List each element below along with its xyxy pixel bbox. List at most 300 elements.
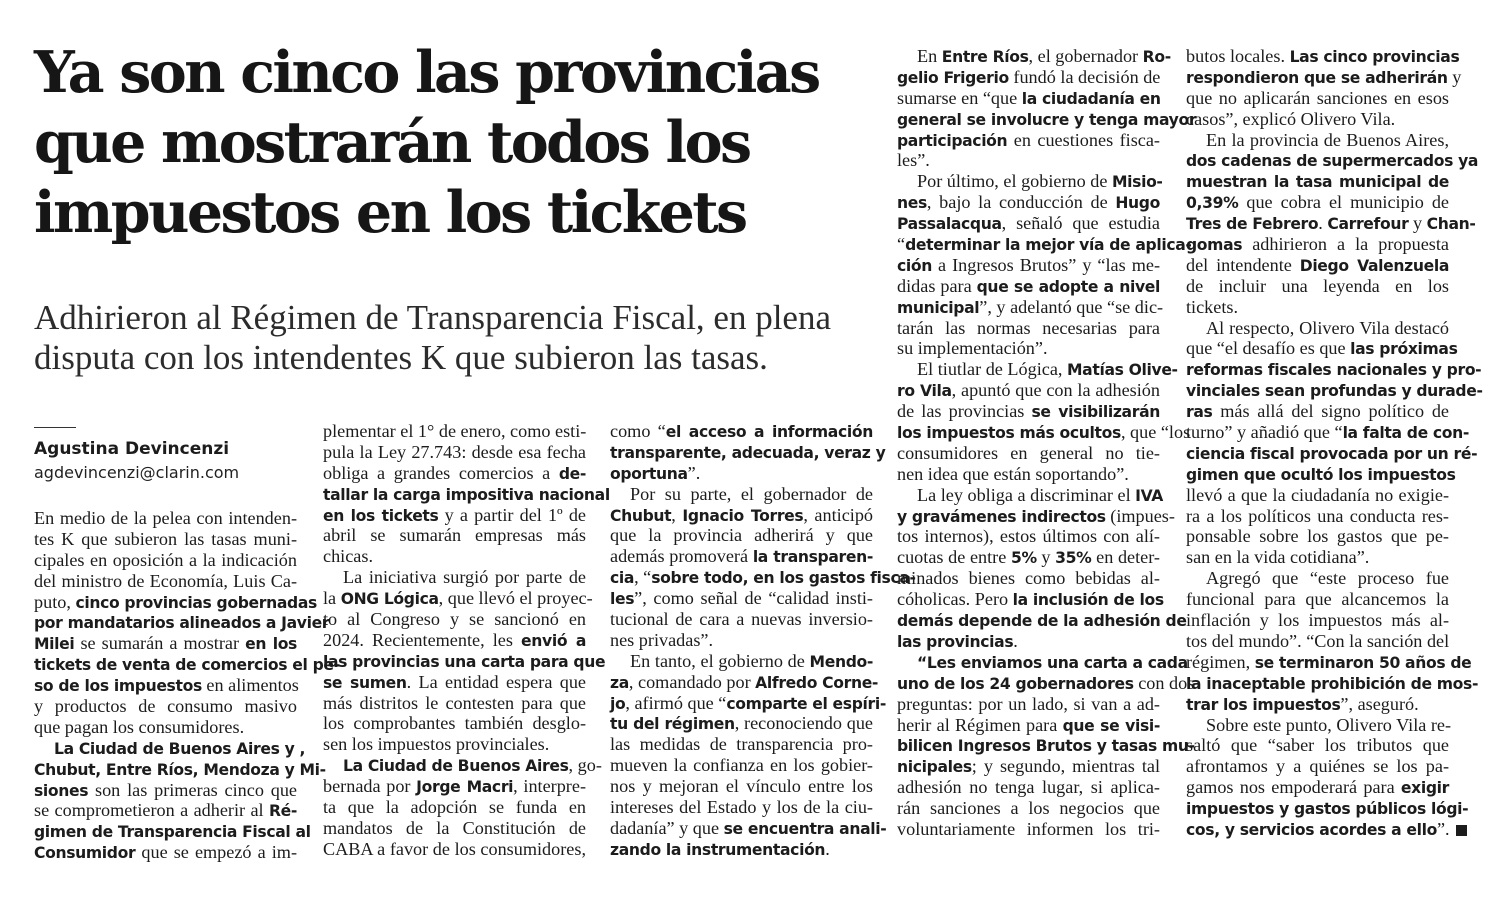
article-text-line	[323, 505, 586, 526]
text-run: que la provincia adherirá y que	[610, 525, 873, 546]
bold-text: transparente, adecuada, veraz y	[610, 443, 886, 462]
article-text-line	[897, 756, 1160, 777]
text-run: , reconociendo que	[734, 713, 873, 734]
text-run: , el gobernador	[1028, 46, 1143, 66]
bold-text: ONG Lógica	[340, 590, 439, 609]
text-run: a Ingresos Brutos” y “las me-	[932, 254, 1160, 275]
text-run: saltó que “saber los tributos que	[1186, 735, 1449, 756]
article-column-1	[34, 508, 340, 863]
text-run: consumidores en general no tie-	[897, 442, 1160, 463]
text-run: sumarse en “que	[897, 87, 1022, 108]
text-run: casos”, explicó Olivero Vila.	[1186, 108, 1396, 129]
text-run: , afirmó que “	[625, 692, 727, 713]
bold-text: tickets de venta de comercios el pe-	[34, 656, 340, 675]
article-text-line	[897, 359, 1178, 380]
byline-rule	[34, 427, 76, 428]
article-text-line	[1186, 526, 1449, 547]
text-run: que se empezó a im-	[135, 842, 297, 863]
text-run: Por su parte, el gobernador de	[630, 483, 873, 504]
text-run: que no aplicarán sanciones en esos	[1186, 87, 1449, 108]
article-text-line	[897, 109, 1197, 130]
article-text-line	[610, 609, 873, 630]
article-text-line	[1186, 276, 1449, 297]
bold-text: oportuna	[610, 464, 688, 483]
text-run: didas para	[897, 275, 977, 296]
text-run: , bajo la conducción de	[926, 192, 1116, 213]
headline-line: que mostrarán todos los	[34, 109, 750, 176]
article-text-line	[897, 46, 1171, 67]
article-text-line	[323, 546, 586, 567]
bold-text: tallar la carga impositiva nacional	[323, 485, 610, 504]
article-text-line	[34, 508, 297, 529]
bold-text: que se adopte a nivel	[976, 277, 1161, 296]
text-run: les”.	[897, 150, 930, 171]
article-text-line	[323, 818, 586, 839]
bold-text: Milei	[34, 635, 75, 654]
article-text-line	[897, 276, 1160, 297]
bold-text: za	[610, 673, 629, 692]
bold-text: los impuestos más ocultos	[897, 424, 1121, 443]
bold-text: 5%	[1010, 549, 1037, 568]
text-run: su implementación”.	[897, 338, 1048, 359]
text-run: En	[917, 46, 942, 66]
bold-text: Chubut	[610, 506, 672, 525]
bold-text: vinciales sean profundas y durade-	[1186, 382, 1483, 401]
article-text-line	[1186, 297, 1449, 318]
bold-text: ciencia fiscal provocada por un ré-	[1186, 444, 1478, 463]
article-text-line	[897, 130, 1160, 151]
article-text-line	[897, 464, 1160, 485]
text-run: adhesión no tenga lugar, si aplica-	[897, 777, 1160, 798]
text-run: los comprobantes también desglo-	[323, 713, 586, 734]
text-run: preguntas: por un lado, si van a ad-	[897, 693, 1160, 714]
text-run: .	[825, 838, 830, 859]
article-text-line	[1186, 150, 1479, 171]
article-text-line	[1186, 109, 1449, 130]
bold-text: la falta de con-	[1342, 424, 1470, 443]
article-text-line	[610, 797, 873, 818]
bold-text: Matías Olive-	[1067, 361, 1178, 380]
article-text-line	[1186, 422, 1470, 443]
article-text-line	[897, 234, 1192, 255]
article-text-line	[897, 505, 1175, 527]
article-text-line	[1186, 46, 1460, 67]
text-run: con dos	[1133, 672, 1195, 693]
text-run: puto,	[34, 591, 76, 612]
article-text-line	[34, 842, 297, 863]
article-text-line	[34, 612, 330, 633]
bold-text: Tres de Febrero	[1186, 215, 1319, 234]
article-text-line	[323, 588, 593, 609]
text-run: , que llevó el proyec-	[438, 588, 593, 609]
text-run: ponsable sobre los gastos que pe-	[1186, 526, 1449, 547]
article-text-line	[34, 654, 340, 675]
text-run: más distritos le contesten para que	[323, 692, 586, 713]
bold-text: uno de los 24 gobernadores	[897, 674, 1134, 693]
article-text-line	[323, 525, 586, 546]
bold-text: “Les enviamos una carta a cada	[917, 653, 1188, 672]
article-text-line	[897, 443, 1160, 464]
bold-text: respondieron que se adherirán	[1186, 68, 1448, 87]
subheadline-line: disputa con los intendentes K que subieron las tasas.	[34, 338, 768, 377]
article-text-line	[610, 421, 873, 442]
article-text-line	[323, 713, 586, 734]
article-text-line	[1186, 589, 1449, 610]
bold-text: Mendo-	[809, 652, 873, 671]
text-run: voluntariamente informen los tri-	[897, 818, 1160, 839]
text-run: turno” y añadió que “	[1186, 422, 1343, 443]
text-run: ,	[671, 504, 683, 525]
article-text-line	[323, 734, 586, 755]
text-run: cipales en oposición a la indicación	[34, 549, 297, 570]
bold-text: bilicen Ingresos Brutos y tasas mu-	[897, 737, 1195, 756]
article-text-line	[1186, 359, 1482, 380]
article-text-line	[323, 797, 586, 818]
article-text-line	[34, 738, 306, 759]
article-text-line	[610, 484, 873, 505]
headline-line: Ya son cinco las provincias	[34, 39, 819, 106]
bold-text: se encuentra anali-	[723, 819, 887, 838]
text-run: to al Congreso y se sancionó en	[323, 609, 586, 630]
bold-text: dos cadenas de supermercados ya	[1186, 152, 1479, 171]
text-run: adhirieron a la propuesta	[1242, 234, 1449, 255]
bold-text: las provincias una carta para que	[323, 652, 606, 671]
text-run: (impues-	[1105, 505, 1175, 526]
text-run: .	[1013, 630, 1018, 651]
text-run: sen los impuestos provinciales.	[323, 734, 550, 755]
article-text-line	[323, 776, 586, 797]
bold-text: reformas fiscales nacionales y pro-	[1186, 361, 1482, 380]
bold-text: ro Vila	[897, 382, 952, 401]
text-run: ”.	[1436, 818, 1450, 839]
bold-text: Ro-	[1142, 48, 1171, 66]
bold-text: la inclusión de los	[1012, 591, 1164, 610]
article-text-line	[1186, 610, 1449, 631]
text-run: 2024. Recientemente, les	[323, 629, 522, 650]
text-run: , interpre-	[513, 776, 586, 797]
text-run: En la provincia de Buenos Aires,	[1206, 129, 1449, 150]
text-run: del intendente	[1186, 254, 1300, 275]
text-run: plementar el 1° de enero, como esti-	[323, 421, 587, 441]
article-text-line	[897, 798, 1160, 819]
article-text-line	[34, 633, 297, 654]
bold-text: general se involucre y tenga mayor	[897, 110, 1197, 129]
article-text-line	[897, 547, 1160, 568]
bold-text: Hugo	[1115, 194, 1160, 213]
bold-text: Entre Ríos	[941, 48, 1029, 66]
bold-text: sobre todo, en los gastos fisca-	[651, 569, 916, 588]
article-column-3	[610, 421, 916, 860]
article-text-line	[1186, 568, 1449, 589]
bold-text: Passalacqua	[897, 215, 1002, 234]
text-run: La iniciativa surgió por parte de	[343, 567, 586, 588]
bold-text: gimen de Transparencia Fiscal al	[34, 823, 311, 842]
text-run: la	[323, 588, 341, 609]
text-run: El tiutlar de Lógica,	[917, 359, 1067, 380]
text-run: ”, como señal de “calidad insti-	[634, 588, 873, 609]
article-text-line	[1186, 547, 1449, 568]
bold-text: 35%	[1055, 549, 1092, 568]
bold-text: La Ciudad de Buenos Aires	[343, 757, 569, 776]
text-run: y	[1447, 66, 1462, 87]
text-run: Sobre este punto, Olivero Vila re-	[1206, 714, 1452, 735]
article-text-line	[1186, 777, 1449, 798]
text-run: y a partir del 1º de	[438, 504, 586, 525]
bold-text: se sumen	[323, 673, 407, 692]
article-text-line	[1186, 819, 1449, 840]
bold-text: nes	[897, 194, 927, 213]
article-text-line	[1186, 338, 1458, 359]
article-text-line	[610, 671, 879, 693]
text-run: ta que la adopción se funda en	[323, 797, 586, 818]
article-text-line	[1186, 318, 1449, 339]
article-text-line	[1186, 213, 1476, 234]
article-text-line	[897, 694, 1160, 715]
bold-text: 0,39%	[1186, 194, 1239, 213]
article-text-line	[610, 713, 873, 734]
article-text-line	[1186, 798, 1469, 819]
article-text-line	[897, 380, 1160, 401]
text-run: Por último, el gobierno de	[917, 171, 1112, 192]
article-text-line	[1186, 401, 1449, 422]
article-text-line	[897, 652, 1188, 673]
text-run: bernada por	[323, 776, 417, 797]
text-run: y	[1036, 547, 1056, 568]
article-text-line	[323, 567, 586, 588]
article-text-line	[897, 484, 1164, 506]
text-run: de las provincias	[897, 401, 1032, 422]
article-text-line	[34, 696, 297, 717]
article-text-line	[34, 675, 297, 696]
bold-text: demás depende de la adhesión de	[897, 612, 1187, 631]
text-run: inflación y los impuestos más al-	[1186, 610, 1449, 631]
article-text-line	[323, 672, 586, 693]
article-text-line	[897, 401, 1160, 422]
bold-text: jo	[610, 694, 626, 713]
article-text-line	[610, 546, 873, 567]
bold-text: participación	[897, 131, 1008, 150]
article-text-line	[897, 150, 1160, 171]
bold-text: gimen que ocultó los impuestos	[1186, 465, 1456, 484]
bold-text: Chan-	[1426, 215, 1476, 234]
article-text-line	[610, 734, 873, 755]
text-run: en deter-	[1091, 547, 1160, 568]
article-text-line	[1186, 714, 1452, 736]
text-run: se sumarán a mostrar	[74, 633, 246, 654]
headline-line: impuestos en los tickets	[34, 179, 746, 246]
article-text-line	[610, 776, 873, 797]
bold-text: cinco provincias gobernadas	[75, 593, 317, 612]
article-text-line	[323, 755, 602, 776]
article-text-line	[897, 255, 1160, 276]
bold-text: la inaceptable prohibición de mos-	[1186, 674, 1479, 693]
article-text-line	[1186, 735, 1449, 756]
article-text-line	[1186, 380, 1483, 401]
author-name: Agustina Devincenzi	[34, 439, 230, 459]
article-text-line	[897, 672, 1195, 694]
bold-text: Ré-	[268, 802, 297, 821]
text-run: que “el desafío es que	[1186, 338, 1351, 359]
text-run: , go-	[568, 755, 602, 776]
bold-text: comparte el espíri-	[726, 694, 886, 713]
article-text-line	[323, 484, 610, 505]
bold-text: las provincias	[897, 632, 1014, 651]
bold-text: trar los impuestos	[1186, 695, 1341, 714]
text-run: mueven la confianza en los gobier-	[610, 755, 873, 776]
text-run: de incluir una leyenda en los	[1186, 275, 1449, 296]
text-run: ”.	[687, 462, 701, 483]
article-text-line	[34, 759, 326, 780]
article-text-line	[34, 529, 297, 550]
bold-text: tu del régimen	[610, 715, 735, 734]
text-run: en alimentos	[201, 675, 299, 696]
text-run: En medio de la pelea con intenden-	[34, 508, 297, 528]
text-run: Al respecto, Olivero Vila destacó	[1206, 317, 1449, 338]
article-text-line	[1186, 651, 1472, 673]
bold-text: ras	[1186, 403, 1213, 422]
article-text-line	[34, 800, 297, 821]
text-run: dadanía” y que	[610, 817, 724, 838]
end-of-article-square-icon	[1456, 825, 1467, 836]
text-run: , señaló que estudia	[1001, 213, 1160, 234]
text-run: , apuntó que con la adhesión	[951, 380, 1160, 401]
headline	[34, 38, 884, 248]
article-text-line	[1186, 485, 1449, 506]
bold-text: cos, y servicios acordes a ello	[1186, 820, 1437, 839]
article-text-line	[610, 839, 873, 860]
author-email[interactable]: agdevincenzi@clarin.com	[34, 463, 240, 482]
article-text-line	[1186, 66, 1462, 88]
bold-text: de-	[558, 464, 586, 483]
text-run: CABA a favor de los consumidores,	[323, 838, 586, 859]
bold-text: se terminaron 50 años de	[1254, 653, 1472, 672]
text-run: funcional para que alcancemos la	[1186, 589, 1449, 610]
article-text-line	[323, 463, 586, 484]
bold-text: envió a	[521, 631, 587, 650]
text-run: , anticipó	[803, 504, 874, 525]
text-run: afrontamos y a quiénes se los pa-	[1186, 756, 1449, 777]
article-text-line	[897, 338, 1160, 359]
text-run: intereses del Estado y los de la ciu-	[610, 797, 873, 818]
text-run: ra a los políticos una conducta res-	[1186, 505, 1449, 526]
text-run: “	[897, 234, 906, 255]
bold-text: La Ciudad de Buenos Aires y ,	[54, 739, 306, 758]
article-text-line	[897, 610, 1187, 631]
bold-text: Consumidor	[34, 844, 136, 863]
text-run: En tanto, el gobierno de	[630, 650, 810, 671]
text-run: en cuestiones fisca-	[1007, 129, 1160, 150]
text-run: , comandado por	[628, 671, 756, 692]
text-run: .	[1318, 213, 1328, 234]
article-text-line	[1186, 130, 1449, 151]
text-run: las medidas de transparencia pro-	[610, 734, 873, 755]
text-run: rán sanciones a los negocios que	[897, 798, 1160, 819]
text-run: que pagan los consumidores.	[34, 716, 245, 737]
text-run: y	[1408, 213, 1427, 234]
subheadline-line: Adhirieron al Régimen de Transparencia Fiscal, en plena	[34, 298, 832, 337]
bold-text: siones	[34, 781, 89, 800]
article-text-line	[897, 715, 1160, 736]
article-column-5	[1186, 46, 1483, 840]
article-text-line	[1186, 506, 1449, 527]
article-text-line	[1186, 694, 1449, 715]
article-text-line	[610, 755, 873, 776]
article-text-line	[34, 591, 317, 613]
article-text-line	[323, 651, 606, 672]
article-text-line	[897, 819, 1160, 840]
article-text-line	[610, 692, 886, 714]
text-run: ”, y adelantó que “se dic-	[979, 296, 1164, 317]
bold-text: la transparen-	[752, 548, 873, 567]
subheadline	[34, 298, 884, 378]
text-run: nes privadas”.	[610, 629, 714, 650]
bold-text: Carrefour	[1327, 215, 1409, 234]
article-text-line	[323, 839, 586, 860]
article-text-line	[1186, 171, 1449, 192]
article-text-line	[34, 550, 297, 571]
article-text-line	[1186, 756, 1449, 777]
text-run: butos locales.	[1186, 46, 1290, 66]
article-text-line	[897, 735, 1195, 756]
text-run: tes K que subieron las tasas muni-	[34, 528, 297, 549]
bold-text: impuestos y gastos públicos lógi-	[1186, 800, 1469, 819]
bold-text: les	[610, 590, 635, 609]
article-text-line	[323, 693, 586, 714]
bold-text: por mandatarios alineados a Javier	[34, 614, 330, 633]
text-run: como “	[610, 421, 666, 441]
text-run: ; y segundo, mientras tal	[971, 756, 1160, 777]
bold-text: muestran la tasa municipal de	[1186, 173, 1449, 192]
article-text-line	[897, 422, 1191, 443]
bold-text: la ciudadanía en	[1021, 89, 1161, 108]
article-text-line	[897, 171, 1163, 192]
bold-text: y gravámenes indirectos	[897, 507, 1106, 526]
text-run: más allá del signo político de	[1212, 401, 1449, 422]
bold-text: Chubut, Entre Ríos, Mendoza y Mi-	[34, 760, 326, 779]
bold-text: Misio-	[1111, 173, 1163, 192]
article-text-line	[1186, 192, 1449, 213]
article-text-line	[34, 780, 297, 801]
article-text-line	[610, 630, 873, 651]
text-run: Agregó que “este proceso fue	[1206, 568, 1449, 589]
text-run: tickets.	[1186, 296, 1239, 317]
text-run: tucional de cara a nuevas inversio-	[610, 609, 873, 630]
text-run: régimen,	[1186, 651, 1255, 672]
article-text-line	[897, 631, 1160, 652]
text-run: son las primeras cinco que	[88, 779, 297, 800]
bold-text: Las cinco provincias	[1289, 48, 1460, 66]
bold-text: en los	[245, 635, 297, 654]
article-text-line	[610, 505, 873, 526]
article-text-line	[1186, 234, 1449, 255]
bold-text: IVA	[1135, 486, 1164, 505]
article-text-line	[610, 567, 916, 588]
text-run: cóholicas. Pero	[897, 589, 1013, 610]
text-run: pula la Ley 27.743: desde esa fecha	[323, 441, 586, 462]
text-run: y productos de consumo masivo	[34, 696, 297, 717]
article-text-line	[610, 588, 873, 609]
article-text-line	[1186, 631, 1449, 652]
article-text-line	[610, 463, 873, 484]
text-run: chicas.	[323, 546, 373, 567]
text-run: mandatos de la Constitución de	[323, 817, 586, 838]
bold-text: Jorge Macri	[416, 778, 514, 797]
article-text-line	[1186, 255, 1449, 276]
text-run: se comprometieron a adherir al	[34, 800, 269, 821]
bold-text: municipal	[897, 298, 980, 317]
bold-text: el acceso a información	[665, 423, 873, 441]
article-text-line	[897, 213, 1160, 234]
